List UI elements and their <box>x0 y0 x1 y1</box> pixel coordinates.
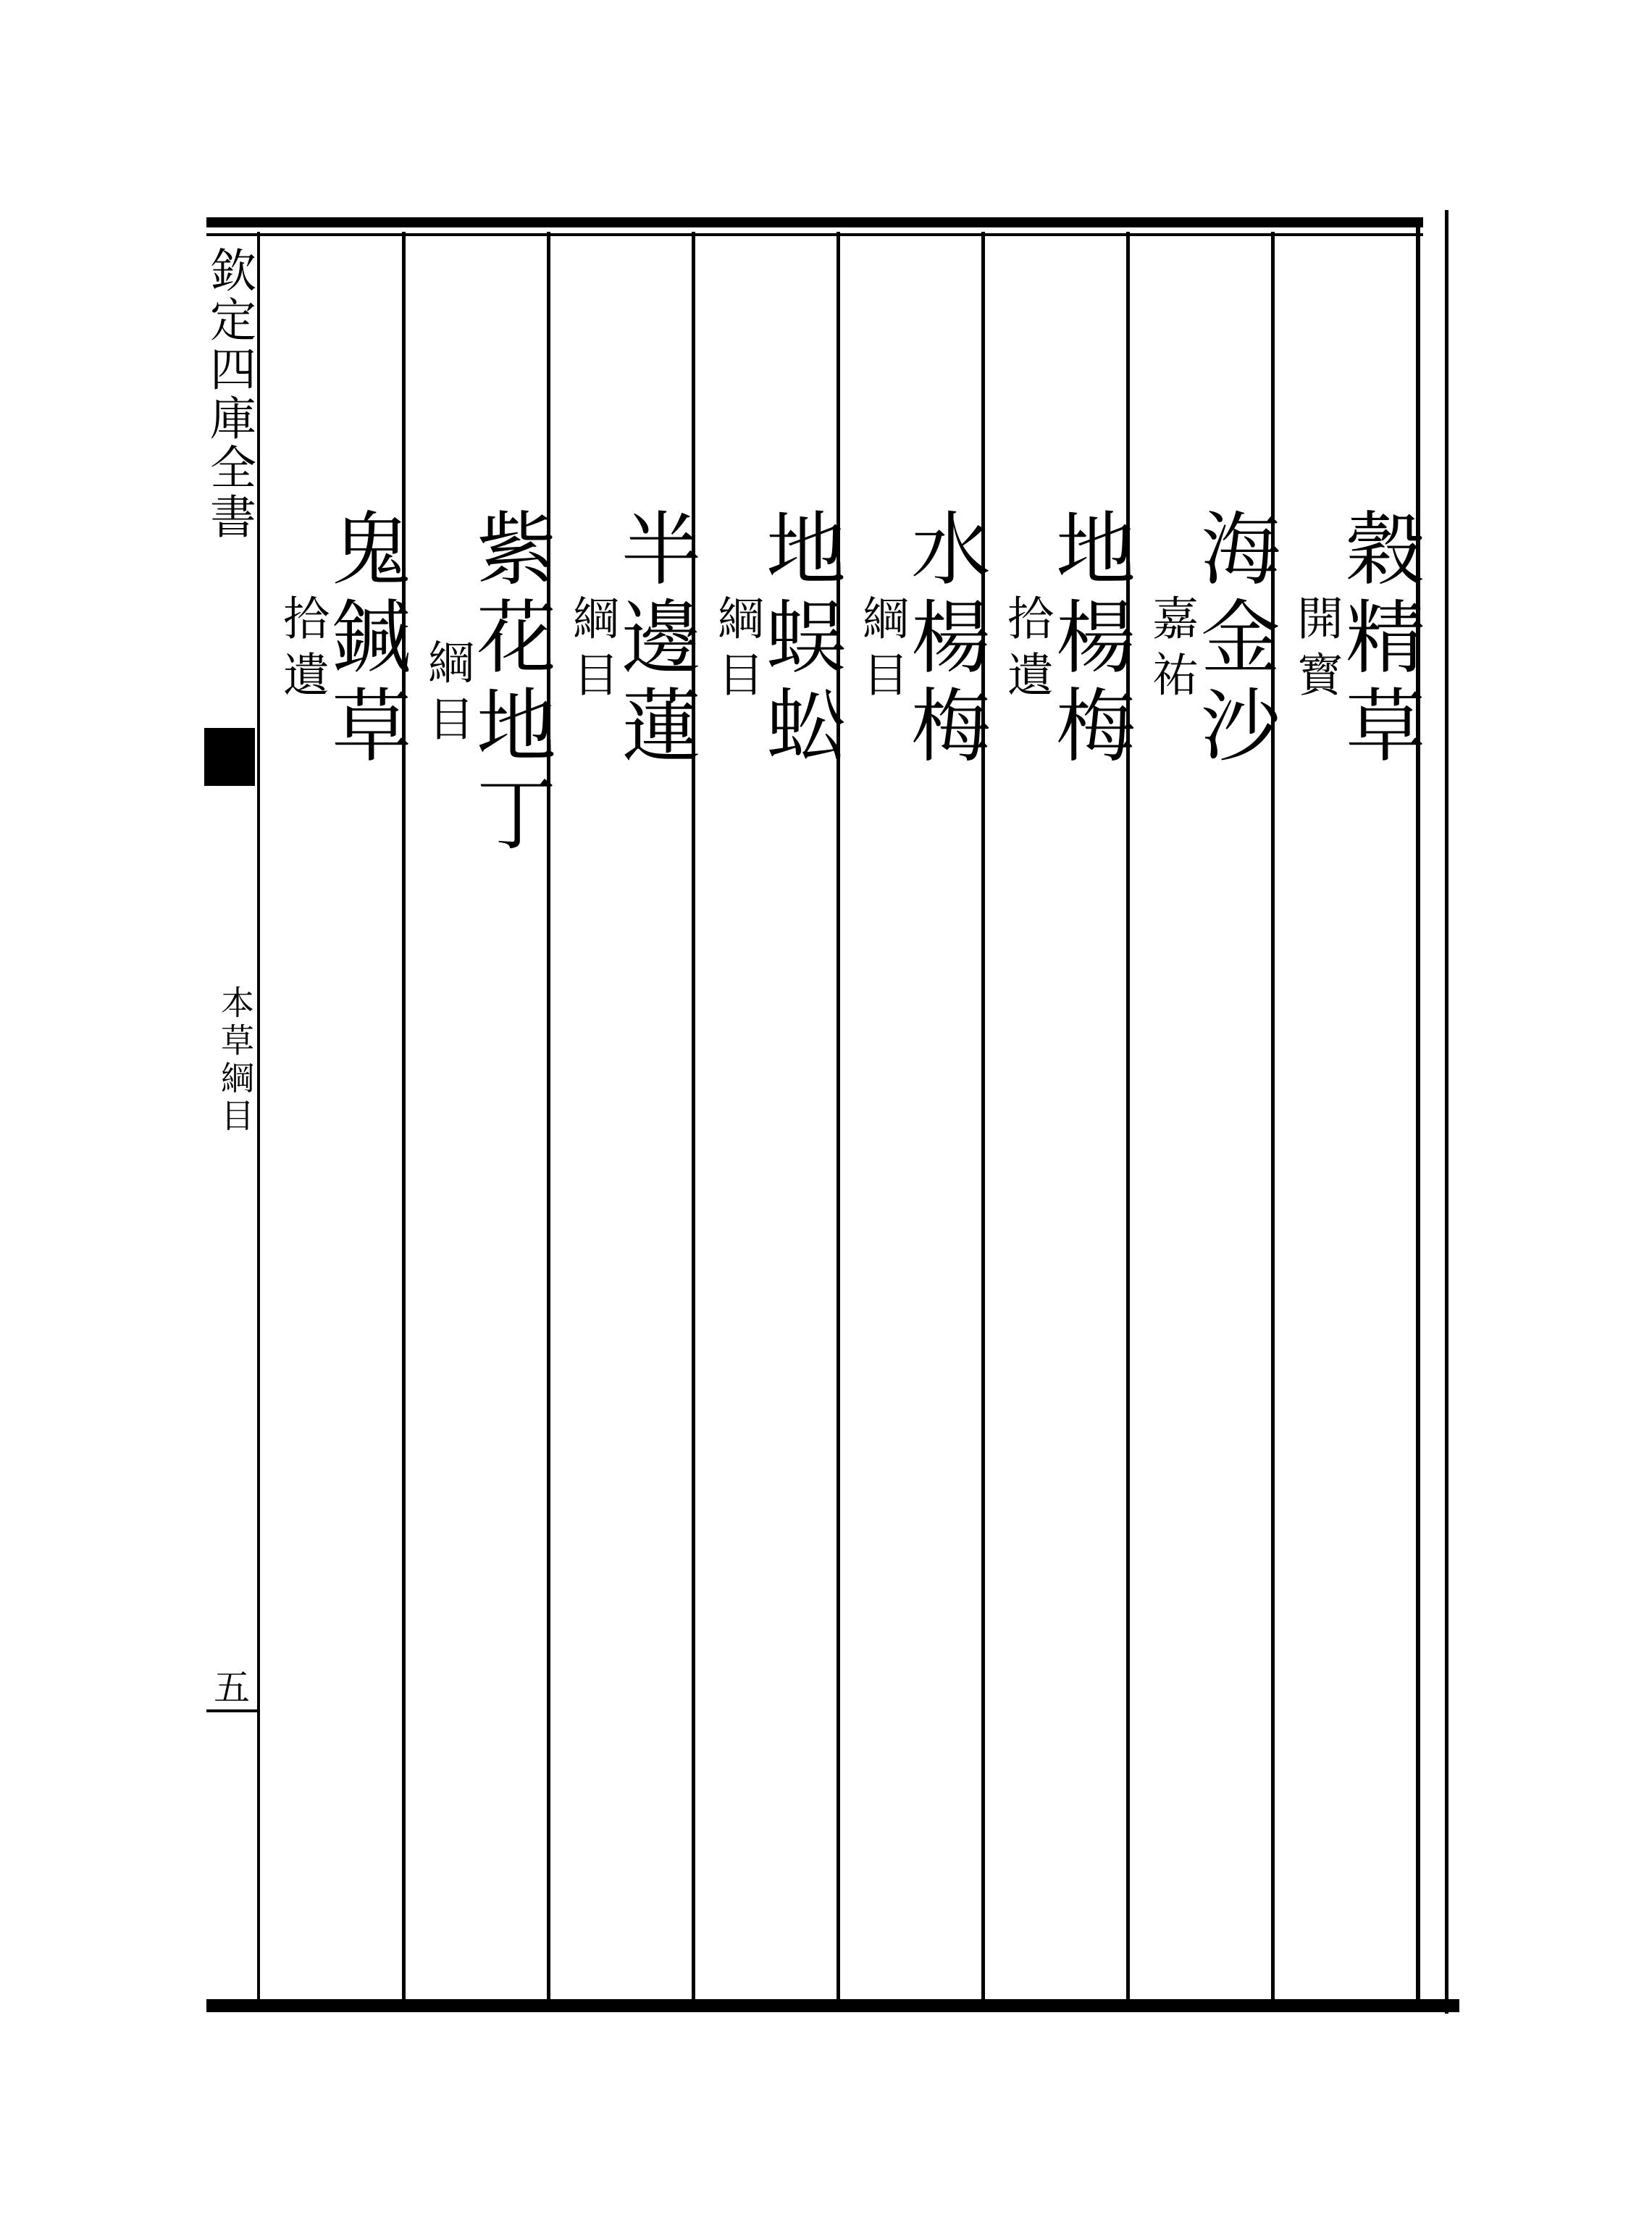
column-rule <box>547 232 550 1999</box>
entry-source: 綱目 <box>855 594 908 707</box>
entry-source: 開寳 <box>1289 594 1343 707</box>
entry-column <box>1289 507 1425 772</box>
column-rule <box>1271 232 1275 1999</box>
entry-column <box>565 507 701 772</box>
column-rule <box>402 232 406 1999</box>
column-rule <box>692 232 695 1999</box>
entry-name: 地蜈蚣 <box>753 507 846 772</box>
entry-column <box>275 507 411 772</box>
entry-source: 綱目 <box>565 594 619 707</box>
column-rule <box>1126 232 1130 1999</box>
entry-name: 紫花地丁 <box>464 507 556 861</box>
entry-name: 水楊梅 <box>898 507 991 772</box>
entry-name: 鬼鍼草 <box>319 507 411 772</box>
entry-column <box>1144 507 1280 772</box>
entry-source: 拾遺 <box>999 594 1053 707</box>
section-title: 本草綱目 <box>216 985 255 1136</box>
fishtail-mark <box>204 728 255 786</box>
folio-number: 五 <box>214 1667 250 1709</box>
spine-divider <box>257 232 260 2006</box>
entry-name: 穀精草 <box>1333 507 1425 772</box>
column-rule <box>981 232 985 1999</box>
entry-column <box>999 507 1136 772</box>
entry-source: 綱目 <box>420 638 474 751</box>
frame-right-outer-border <box>1445 210 1448 2014</box>
entry-name: 海金沙 <box>1188 507 1280 772</box>
entry-column <box>855 507 991 772</box>
entry-source: 拾遺 <box>275 594 329 707</box>
frame-right-border <box>1416 217 1420 2006</box>
entry-source: 嘉祐 <box>1144 594 1198 707</box>
folio-rule <box>206 1709 257 1712</box>
frame-bottom-border <box>206 1999 1459 2012</box>
frame-top-border <box>206 217 1423 227</box>
entry-name: 地楊梅 <box>1043 507 1136 772</box>
entry-source: 綱目 <box>710 594 763 707</box>
frame-top-inner-border <box>206 233 1423 236</box>
entry-name: 半邊蓮 <box>608 507 701 772</box>
entry-column <box>420 507 556 861</box>
entry-column <box>710 507 846 772</box>
column-rule <box>837 232 840 1999</box>
book-title: 欽定四庫全書 <box>202 246 256 542</box>
